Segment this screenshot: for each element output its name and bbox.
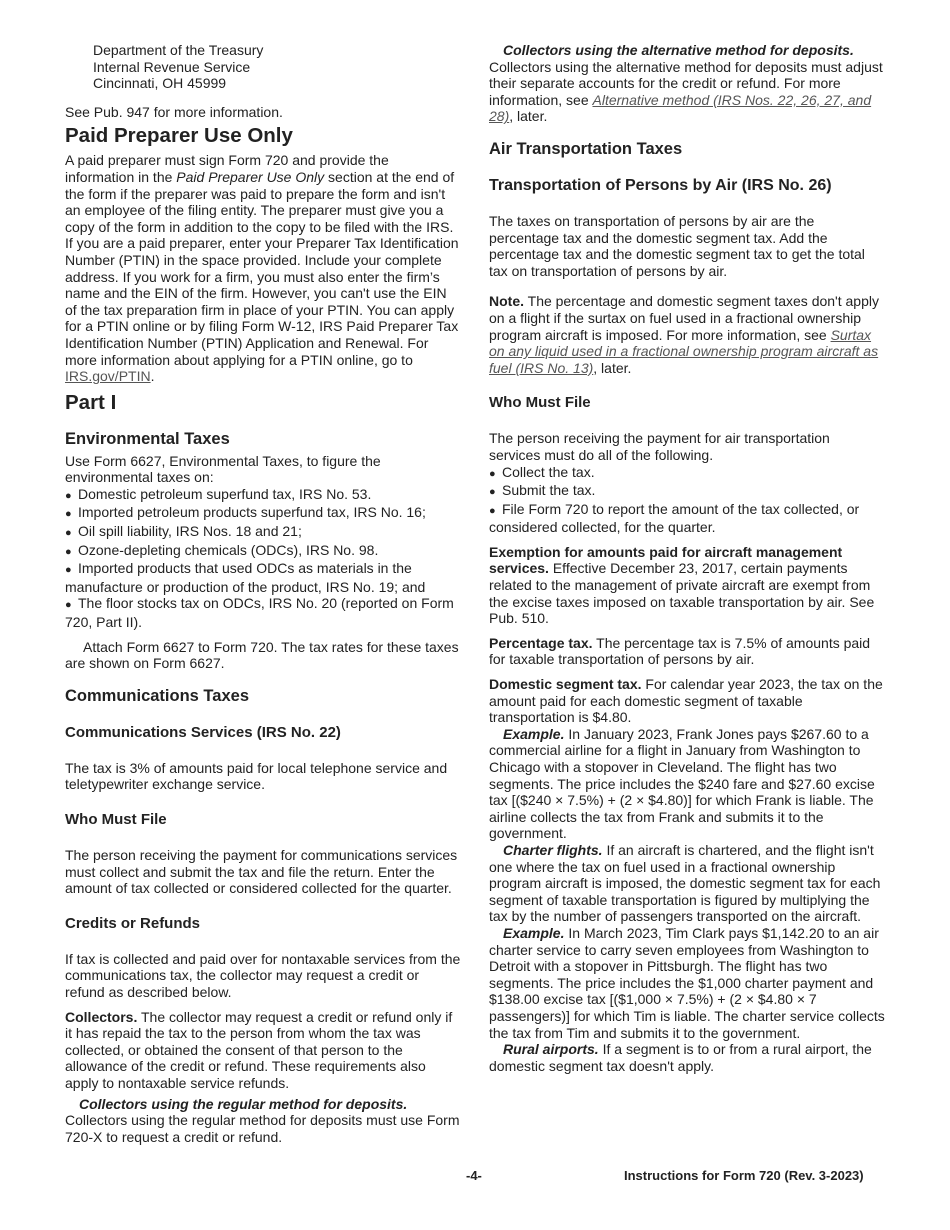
percentage-tax-paragraph: Percentage tax. The percentage tax is 7.5% of amounts paid for taxable transportation of persons by air. <box>489 634 871 668</box>
communications-taxes-heading: Communications Taxes <box>65 686 249 705</box>
environmental-attach-text: Attach Form 6627 to Form 720. The tax rates for these taxes are shown on Form 6627. <box>65 638 459 672</box>
credits-refunds-heading: Credits or Refunds <box>65 914 201 932</box>
list-item: ● The floor stocks tax on ODCs, IRS No. 20 (reported on Form 720, Part II). <box>65 595 454 631</box>
environmental-list <box>65 486 461 631</box>
list-item: ● Collect the tax. <box>489 463 595 480</box>
list-item: ● Domestic petroleum superfund tax, IRS No. 53. <box>65 485 372 502</box>
list-item: ● Imported petroleum products superfund tax, IRS No. 16; <box>65 504 426 521</box>
air-transportation-heading: Air Transportation Taxes <box>489 139 683 158</box>
surtax-link[interactable]: Surtax on any liquid used in a fractional ownership program aircraft as fuel (IRS No. 13) <box>489 326 879 376</box>
exemption-paragraph: Exemption for amounts paid for aircraft management services. Effective December 23, 2017, certain payments related to the management of private aircraft are exempt from the excise taxes imposed on taxable transportation by air. See Pub. 510. <box>489 543 875 627</box>
list-item: ● Imported products that used ODCs as materials in the manufacture or production of the product, IRS No. 19; and <box>65 560 426 595</box>
alternative-method-paragraph: Collectors using the alternative method for deposits. Collectors using the alternative method for deposits must adjust their separate accounts for the credit or refund. For more information, see Alternative method (IRS Nos. 22, 26, 27, and 28), later. <box>489 42 883 125</box>
address-line: Internal Revenue Service <box>93 58 251 75</box>
see-pub-text: See Pub. 947 for more information. <box>65 103 283 120</box>
ptin-link[interactable]: IRS.gov/PTIN <box>65 368 151 385</box>
page-number: -4- <box>466 1168 482 1183</box>
alternative-method-link[interactable]: Alternative method (IRS Nos. 22, 26, 27, and 28) <box>489 91 872 125</box>
who-must-file-text: The person receiving the payment for air transportation services must do all of the following. <box>489 430 830 463</box>
rural-airports-paragraph: Rural airports. If a segment is to or from a rural airport, the domestic segment tax doesn't apply. <box>489 1041 872 1074</box>
collectors-paragraph: Collectors. The collector may request a credit or refund only if it has repaid the tax to the person from whom the tax was collected, or obtained the consent of that person to the allowance of the credit or refund. These requirements also apply to nontaxable service refunds. <box>65 1008 453 1091</box>
environmental-intro: Use Form 6627, Environmental Taxes, to figure the environmental taxes on: <box>65 452 381 486</box>
who-must-file-heading: Who Must File <box>489 394 591 412</box>
list-item: ● Submit the tax. <box>489 482 596 499</box>
communications-services-heading: Communications Services (IRS No. 22) <box>65 723 341 741</box>
communications-services-text: The tax is 3% of amounts paid for local telephone service and teletypewriter exchange service. <box>65 759 448 793</box>
environmental-taxes-heading: Environmental Taxes <box>65 429 230 448</box>
credits-refunds-text: If tax is collected and paid over for nontaxable services from the communications tax, the collector may request a credit or refund as described below. <box>65 950 461 1000</box>
list-item: ● File Form 720 to report the amount of the tax collected, or considered collected, for the quarter. <box>489 500 860 536</box>
part1-heading: Part I <box>65 390 117 414</box>
footer-form-title: Instructions for Form 720 (Rev. 3-2023) <box>624 1168 864 1183</box>
left-column <box>65 42 461 1145</box>
address-line: Cincinnati, OH 45999 <box>93 75 227 92</box>
paid-preparer-heading: Paid Preparer Use Only <box>65 124 293 148</box>
who-must-file-list <box>489 464 885 536</box>
mailing-address <box>65 42 461 92</box>
who-must-file-text: The person receiving the payment for communications services must collect and submit the tax and file the return. Enter the amount of tax collected or considered collected for the quarter. <box>65 847 458 897</box>
who-must-file-heading: Who Must File <box>65 811 167 828</box>
example-paragraph: Example. In March 2023, Tim Clark pays $1,142.20 to an air charter service to carry seven employees from Washington to Detroit with a stopover in Pittsburgh. The flight has two segments. The price includes the $1,000 charter payment and $138.00 excise tax [($1,000 × 7.5%) + (2 × $4.80 × 7 passengers)] for which Tim is liable. The charter service collects the tax from Tim and submits it to the government. <box>489 924 885 1041</box>
transportation-persons-heading: Transportation of Persons by Air (IRS No. 26) <box>489 176 832 194</box>
list-item: ● Oil spill liability, IRS Nos. 18 and 21; <box>65 523 302 540</box>
paid-preparer-paragraph: A paid preparer must sign Form 720 and provide the information in the Paid Preparer Use Only section at the end of the form if the preparer was paid to prepare the form and isn't an employee of the filing entity. The preparer must give you a copy of the form in addition to the copy to be filed with the IRS. If you are a paid preparer, enter your Preparer Tax Identification Number (PTIN) in the space provided. Include your complete address. If you work for a firm, you must also enter the firm’s name and the EIN of the firm. However, you can't use the EIN of the tax preparation firm in place of your PTIN. You can apply for a PTIN online or by filing Form W-12, IRS Paid Preparer Tax Identification Number (PTIN) Application and Renewal. For more information about applying for a PTIN online, go to IRS.gov/PTIN. <box>65 152 459 385</box>
address-line: Department of the Treasury <box>93 42 264 58</box>
domestic-segment-paragraph: Domestic segment tax. For calendar year 2023, the tax on the amount paid for each domestic segment of taxable transportation is $4.80. <box>489 676 883 726</box>
transportation-persons-text: The taxes on transportation of persons by air are the percentage tax and the domestic segment tax. Add the percentage tax and the domestic segment tax to get the total tax on transportation of persons by air. <box>489 212 865 279</box>
regular-method-paragraph: Collectors using the regular method for deposits. Collectors using the regular method for deposits must use Form 720-X to request a credit or refund. <box>65 1095 460 1145</box>
right-column <box>489 42 885 1074</box>
example-paragraph: Example. In January 2023, Frank Jones pays $267.60 to a commercial airline for a flight in January from Washington to Chicago with a stopover in Cleveland. The flight has two segments. The price includes the $240 fare and $27.60 excise tax [($240 × 7.5%) + (2 × $4.80)] for which Frank is liable. The airline collects the tax from Frank and submits it to the government. <box>489 725 875 842</box>
charter-flights-paragraph: Charter flights. If an aircraft is chartered, and the flight isn't one where the tax on fuel used in a fractional ownership program aircraft is imposed, the domestic segment tax for each segment of taxable transportation is figured by multiplying the tax by the number of passengers transported on the aircraft. <box>489 841 881 925</box>
note-paragraph: Note. The percentage and domestic segment taxes don't apply on a flight if the surtax on fuel used in a fractional ownership program aircraft is imposed. For more information, see Surtax on any liquid used in a fractional ownership program aircraft as fuel (IRS No. 13), later. <box>489 293 879 376</box>
list-item: ● Ozone-depleting chemicals (ODCs), IRS No. 98. <box>65 541 379 558</box>
